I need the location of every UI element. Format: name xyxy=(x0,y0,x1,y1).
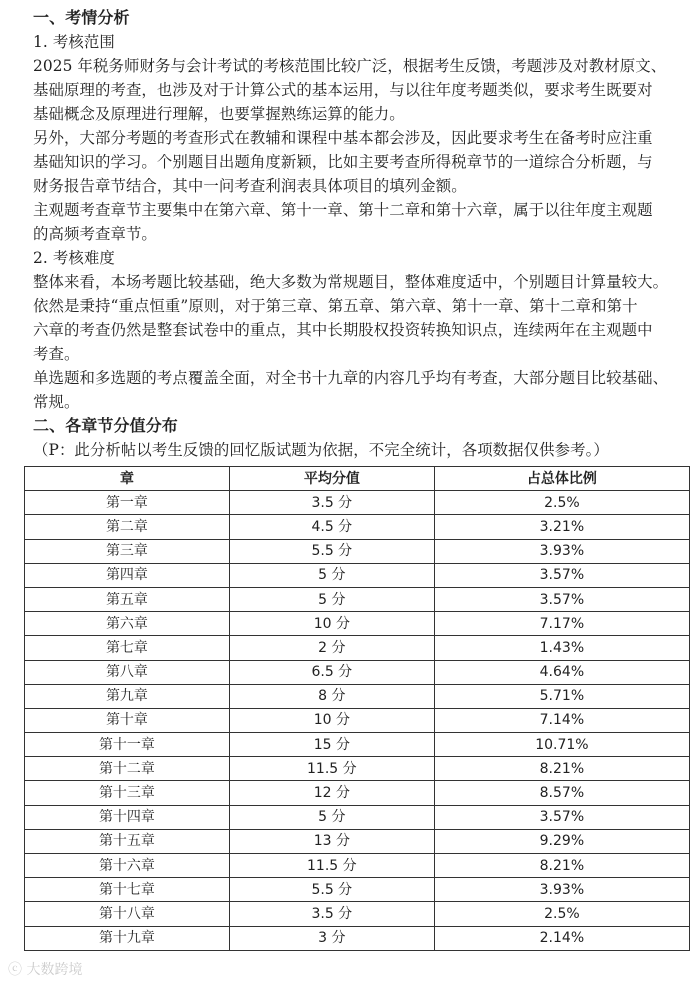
ratio-cell: 3.57% xyxy=(434,563,689,587)
watermark-logo: ⓒ 大数跨境 xyxy=(8,962,83,978)
score-cell: 10 分 xyxy=(229,708,434,732)
table-row xyxy=(25,491,690,515)
ratio-cell: 3.57% xyxy=(434,805,689,829)
paragraph-line: 常规。 xyxy=(33,393,80,411)
paragraph-line: 2025 年税务师财务与会计考试的考核范围比较广泛，根据考生反馈，考题涉及对教材原文、 xyxy=(33,57,667,75)
table-row xyxy=(25,587,690,611)
score-cell: 3.5 分 xyxy=(229,902,434,926)
chapter-score-table xyxy=(24,466,690,951)
chapter-cell: 第十一章 xyxy=(25,733,230,757)
paragraph-line: 基础原理的考查，也涉及对于计算公式的基本运用，与以往年度考题类似，要求考生既要对 xyxy=(33,81,653,99)
ratio-cell: 7.17% xyxy=(434,612,689,636)
chapter-cell: 第二章 xyxy=(25,515,230,539)
ratio-cell: 8.21% xyxy=(434,854,689,878)
score-cell: 5 分 xyxy=(229,587,434,611)
score-cell: 2 分 xyxy=(229,636,434,660)
score-cell: 12 分 xyxy=(229,781,434,805)
table-row xyxy=(25,781,690,805)
chapter-cell: 第十二章 xyxy=(25,757,230,781)
ratio-cell: 9.29% xyxy=(434,829,689,853)
score-cell: 13 分 xyxy=(229,829,434,853)
chapter-cell: 第十五章 xyxy=(25,829,230,853)
table-row xyxy=(25,660,690,684)
score-cell: 3.5 分 xyxy=(229,491,434,515)
table-header-row xyxy=(25,467,690,491)
score-cell: 8 分 xyxy=(229,684,434,708)
paragraph-line: 基础概念及原理进行理解，也要掌握熟练运算的能力。 xyxy=(33,105,405,123)
paragraph-line: 主观题考查章节主要集中在第六章、第十一章、第十二章和第十六章，属于以往年度主观题 xyxy=(33,201,653,219)
table-row xyxy=(25,636,690,660)
score-cell: 5.5 分 xyxy=(229,539,434,563)
chapter-cell: 第八章 xyxy=(25,660,230,684)
ratio-cell: 5.71% xyxy=(434,684,689,708)
chapter-cell: 第十四章 xyxy=(25,805,230,829)
score-cell: 15 分 xyxy=(229,733,434,757)
ratio-cell: 3.93% xyxy=(434,878,689,902)
score-cell: 5.5 分 xyxy=(229,878,434,902)
table-row xyxy=(25,757,690,781)
chapter-cell: 第五章 xyxy=(25,587,230,611)
chapter-cell: 第十八章 xyxy=(25,902,230,926)
paragraph-line: 单选题和多选题的考点覆盖全面，对全书十九章的内容几乎均有考查，大部分题目比较基础、 xyxy=(33,369,669,387)
subsection-title: 2. 考核难度 xyxy=(33,249,115,267)
ratio-cell: 10.71% xyxy=(434,733,689,757)
subsection-title: 1. 考核范围 xyxy=(33,33,115,51)
chapter-cell: 第十七章 xyxy=(25,878,230,902)
paragraph-line: 整体来看，本场考题比较基础，绝大多数为常规题目，整体难度适中，个别题目计算量较大。 xyxy=(33,273,669,291)
table-note: （P：此分析帖以考生反馈的回忆版试题为依据，不完全统计，各项数据仅供参考。） xyxy=(33,441,609,459)
watermark-text: 大数跨境 xyxy=(26,962,83,978)
ratio-cell: 8.21% xyxy=(434,757,689,781)
ratio-cell: 2.5% xyxy=(434,491,689,515)
header-chapter: 章 xyxy=(25,467,230,491)
score-cell: 3 分 xyxy=(229,926,434,950)
paragraph-line: 依然是秉持“重点恒重”原则，对于第三章、第五章、第六章、第十一章、第十二章和第十 xyxy=(33,297,638,315)
table-row xyxy=(25,733,690,757)
score-cell: 10 分 xyxy=(229,612,434,636)
table-row xyxy=(25,563,690,587)
table-row xyxy=(25,612,690,636)
score-cell: 4.5 分 xyxy=(229,515,434,539)
section-title: 二、各章节分值分布 xyxy=(33,416,178,435)
table-row xyxy=(25,805,690,829)
chapter-cell: 第七章 xyxy=(25,636,230,660)
paragraph-line: 财务报告章节结合，其中一问考查利润表具体项目的填列金额。 xyxy=(33,177,467,195)
paragraph-line: 考查。 xyxy=(33,345,80,363)
paragraph-line: 六章的考查仍然是整套试卷中的重点，其中长期股权投资转换知识点，连续两年在主观题中 xyxy=(33,321,653,339)
chapter-cell: 第十九章 xyxy=(25,926,230,950)
ratio-cell: 4.64% xyxy=(434,660,689,684)
table-row xyxy=(25,539,690,563)
table-row xyxy=(25,708,690,732)
paragraph-line: 的高频考查章节。 xyxy=(33,225,157,243)
table-row xyxy=(25,926,690,950)
score-cell: 5 分 xyxy=(229,563,434,587)
chapter-cell: 第十三章 xyxy=(25,781,230,805)
analysis-text xyxy=(33,6,693,462)
chapter-cell: 第一章 xyxy=(25,491,230,515)
header-avg-score: 平均分值 xyxy=(229,467,434,491)
ratio-cell: 7.14% xyxy=(434,708,689,732)
ratio-cell: 3.57% xyxy=(434,587,689,611)
table-row xyxy=(25,902,690,926)
chapter-cell: 第九章 xyxy=(25,684,230,708)
chapter-cell: 第十章 xyxy=(25,708,230,732)
ratio-cell: 3.93% xyxy=(434,539,689,563)
ratio-cell: 2.14% xyxy=(434,926,689,950)
chapter-cell: 第十六章 xyxy=(25,854,230,878)
score-cell: 11.5 分 xyxy=(229,854,434,878)
section-title: 一、考情分析 xyxy=(33,8,130,27)
paragraph-line: 基础知识的学习。个别题目出题角度新颖，比如主要考查所得税章节的一道综合分析题，与 xyxy=(33,153,653,171)
chapter-cell: 第三章 xyxy=(25,539,230,563)
chapter-cell: 第四章 xyxy=(25,563,230,587)
score-cell: 6.5 分 xyxy=(229,660,434,684)
ratio-cell: 1.43% xyxy=(434,636,689,660)
score-cell: 5 分 xyxy=(229,805,434,829)
score-cell: 11.5 分 xyxy=(229,757,434,781)
header-ratio: 占总体比例 xyxy=(434,467,689,491)
ratio-cell: 2.5% xyxy=(434,902,689,926)
table-row xyxy=(25,878,690,902)
paragraph-line: 另外，大部分考题的考查形式在教辅和课程中基本都会涉及，因此要求考生在备考时应注重 xyxy=(33,129,653,147)
ratio-cell: 8.57% xyxy=(434,781,689,805)
table-row xyxy=(25,854,690,878)
table-row xyxy=(25,515,690,539)
table-row xyxy=(25,829,690,853)
chapter-cell: 第六章 xyxy=(25,612,230,636)
ratio-cell: 3.21% xyxy=(434,515,689,539)
table-row xyxy=(25,684,690,708)
